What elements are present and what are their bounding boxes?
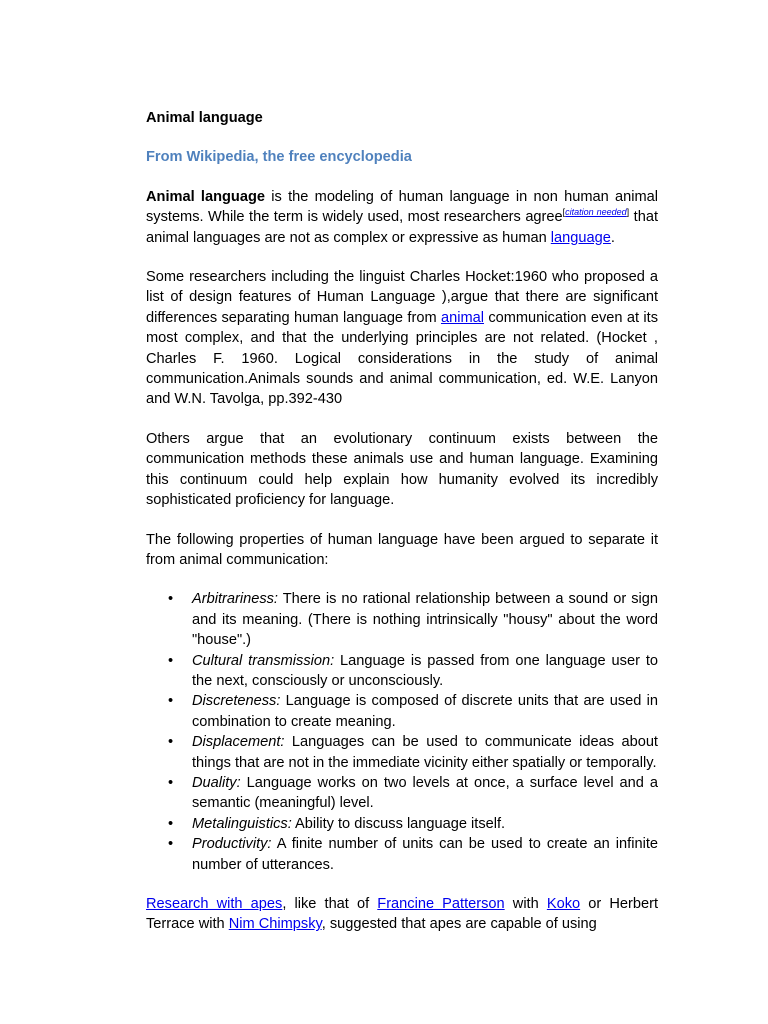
continuum-paragraph: Others argue that an evolutionary continuum exists between the communication methods these animals use and human language. Examining this continuum could help explain how humanity evolved its incredibly sophisticated proficiency for language.: [146, 430, 658, 509]
property-term: Cultural transmission:: [192, 652, 335, 669]
list-item: [168, 814, 658, 834]
bullet-icon: •: [168, 591, 174, 608]
property-description: A finite number of units can be used to create an infinite number of utterances.: [192, 836, 658, 873]
list-item: [168, 834, 658, 875]
property-term: Discreteness:: [192, 693, 281, 710]
properties-intro-paragraph: The following properties of human language have been argued to separate it from animal communication:: [146, 531, 658, 568]
apes-text-4: , suggested that apes are capable of using: [321, 916, 597, 933]
bullet-icon: •: [168, 652, 174, 669]
bullet-icon: •: [168, 815, 174, 832]
property-description: There is no rational relationship between a sound or sign and its meaning. (There is nothing intrinsically "housy" about the word "house".): [192, 591, 658, 649]
hocket-paragraph: [146, 267, 658, 410]
intro-paragraph: [146, 187, 658, 248]
article: [146, 108, 658, 954]
bullet-icon: •: [168, 836, 174, 853]
property-description: Language is composed of discrete units that are used in combination to create meaning.: [192, 693, 658, 730]
property-description: Languages can be used to communicate ideas about things that are not in the immediate vicinity either spatially or temporally.: [192, 734, 658, 771]
apes-research-paragraph: [146, 894, 658, 935]
citation-needed-link[interactable]: citation needed: [565, 207, 627, 218]
list-item: [168, 651, 658, 692]
hocket-text-2: communication even at its most complex, and that the underlying principles are not related. (Hocket , Charles F. 1960. Logical considerations in the study of animal communication.Animals sounds and animal communication, ed. W.E. Lanyon and W.N. Tavolga, pp.392-430: [146, 309, 658, 408]
bullet-icon: •: [168, 693, 174, 710]
intro-text-3: .: [610, 229, 615, 246]
property-description: Ability to discuss language itself.: [291, 815, 506, 832]
apes-text-3: or Herbert Terrace with: [146, 896, 659, 933]
property-term: Duality:: [192, 774, 241, 791]
bullet-icon: •: [168, 774, 174, 791]
property-term: Arbitrariness:: [192, 591, 278, 608]
list-item: [168, 732, 658, 773]
cite-bracket-close: ]: [626, 207, 630, 218]
article-title: Animal language: [146, 110, 263, 126]
property-term: Displacement:: [192, 734, 285, 751]
animal-link[interactable]: animal: [440, 309, 484, 326]
koko-link[interactable]: Koko: [546, 896, 581, 912]
apes-text-2: with: [504, 896, 547, 912]
property-description: Language is passed from one language user to the next, consciously or unconsciously.: [192, 652, 658, 689]
nim-chimpsky-link[interactable]: Nim Chimpsky: [228, 916, 322, 933]
language-link[interactable]: language: [550, 229, 611, 246]
research-with-apes-link[interactable]: Research with apes: [146, 896, 283, 912]
hocket-text-1: Some researchers including the linguist Charles Hocket:1960 who proposed a list of design features of Human Language ),argue that there are significant differences separating human language from: [146, 269, 658, 326]
list-item: [168, 773, 658, 814]
bullet-icon: •: [168, 734, 174, 751]
properties-list: [146, 589, 658, 875]
property-term: Metalinguistics:: [192, 815, 292, 832]
cite-bracket-open: [: [562, 207, 566, 218]
article-subtitle: From Wikipedia, the free encyclopedia: [146, 149, 412, 166]
apes-text-1: , like that of: [282, 896, 378, 912]
property-description: Language works on two levels at once, a surface level and a semantic (meaningful) level.: [192, 774, 658, 812]
property-term: Productivity:: [192, 836, 272, 853]
francine-patterson-link[interactable]: Francine Patterson: [377, 896, 505, 912]
intro-term: Animal language: [146, 188, 265, 205]
intro-text-1: is the modeling of human language in non human animal systems. While the term is widely used, most researchers agree: [146, 188, 658, 226]
list-item: [168, 691, 658, 732]
citation-needed-marker: [563, 207, 630, 217]
intro-text-2: that animal languages are not as complex or expressive as human: [146, 209, 658, 246]
list-item: [168, 589, 658, 650]
